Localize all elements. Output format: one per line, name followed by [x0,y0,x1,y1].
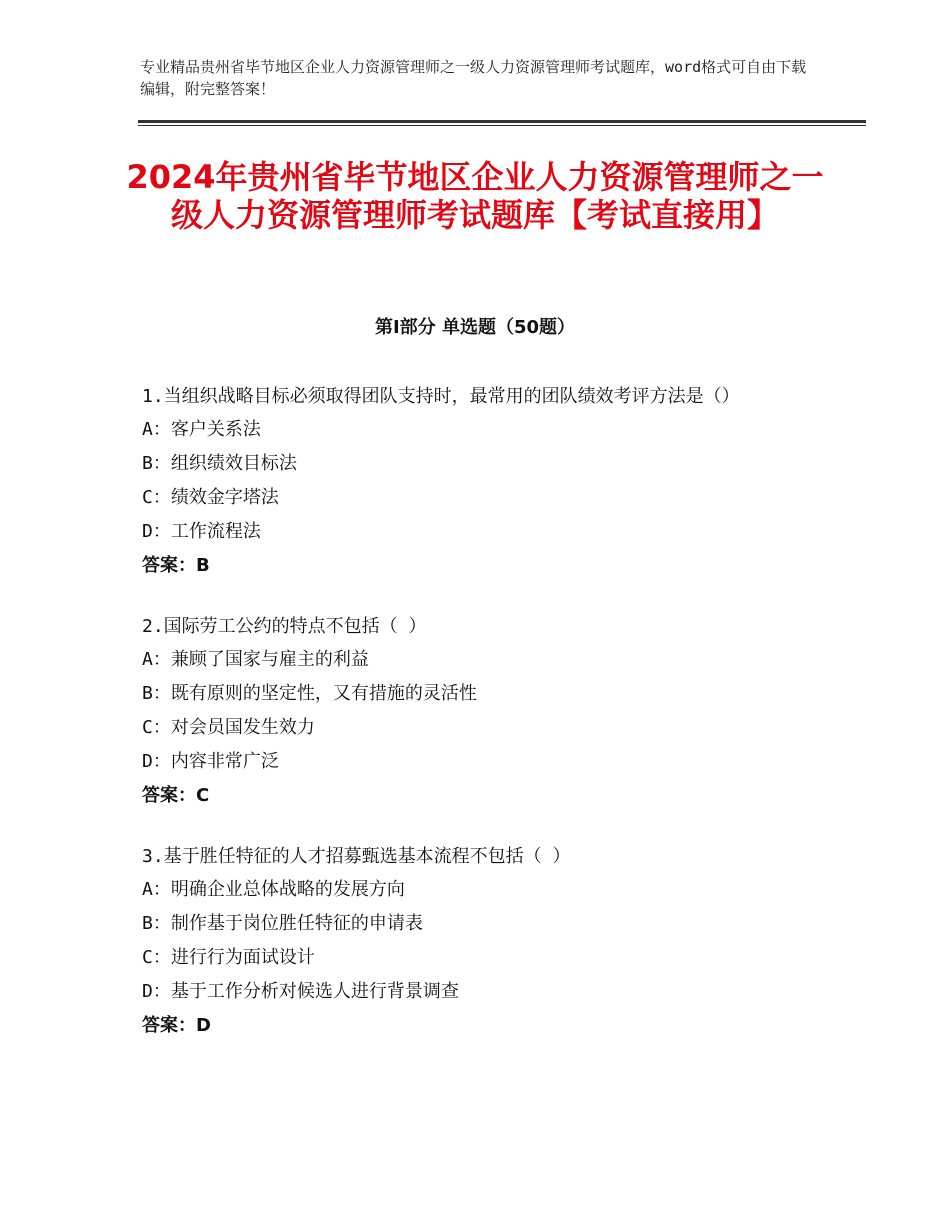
option-a: A：明确企业总体战略的发展方向 [142,879,405,900]
option-c: C：对会员国发生效力 [142,717,315,738]
document-title: 2024年贵州省毕节地区企业人力资源管理师之一级人力资源管理师考试题库【考试直接用】 [126,158,824,234]
option-a: A：兼顾了国家与雇主的利益 [142,649,369,670]
question-stem: 2.国际劳工公约的特点不包括（ ） [142,616,427,637]
option-d: D：工作流程法 [142,521,261,542]
option-b: B：既有原则的坚定性，又有措施的灵活性 [142,683,477,704]
question-1 [142,382,822,585]
answer-label: 答案：D [142,1015,211,1036]
option-b: B：制作基于岗位胜任特征的申请表 [142,913,423,934]
option-b: B：组织绩效目标法 [142,453,297,474]
question-list [142,382,822,1072]
option-a: A：客户关系法 [142,419,261,440]
question-3 [142,842,822,1045]
option-c: C：进行行为面试设计 [142,947,315,968]
option-d: D：内容非常广泛 [142,751,279,772]
question-stem: 1.当组织战略目标必须取得团队支持时，最常用的团队绩效考评方法是（） [142,386,740,407]
header-rule-thick [138,120,866,123]
answer-label: 答案：C [142,785,210,806]
question-stem: 3.基于胜任特征的人才招募甄选基本流程不包括（ ） [142,846,571,867]
header-rule-thin [138,125,866,126]
section-title: 第Ⅰ部分 单选题（50题） [374,317,575,338]
question-2 [142,612,822,815]
option-c: C：绩效金字塔法 [142,487,279,508]
option-d: D：基于工作分析对候选人进行背景调查 [142,981,459,1002]
answer-label: 答案：B [142,555,210,576]
header-note: 专业精品贵州省毕节地区企业人力资源管理师之一级人力资源管理师考试题库，word格式可自由下载编辑，附完整答案！ [140,58,807,98]
